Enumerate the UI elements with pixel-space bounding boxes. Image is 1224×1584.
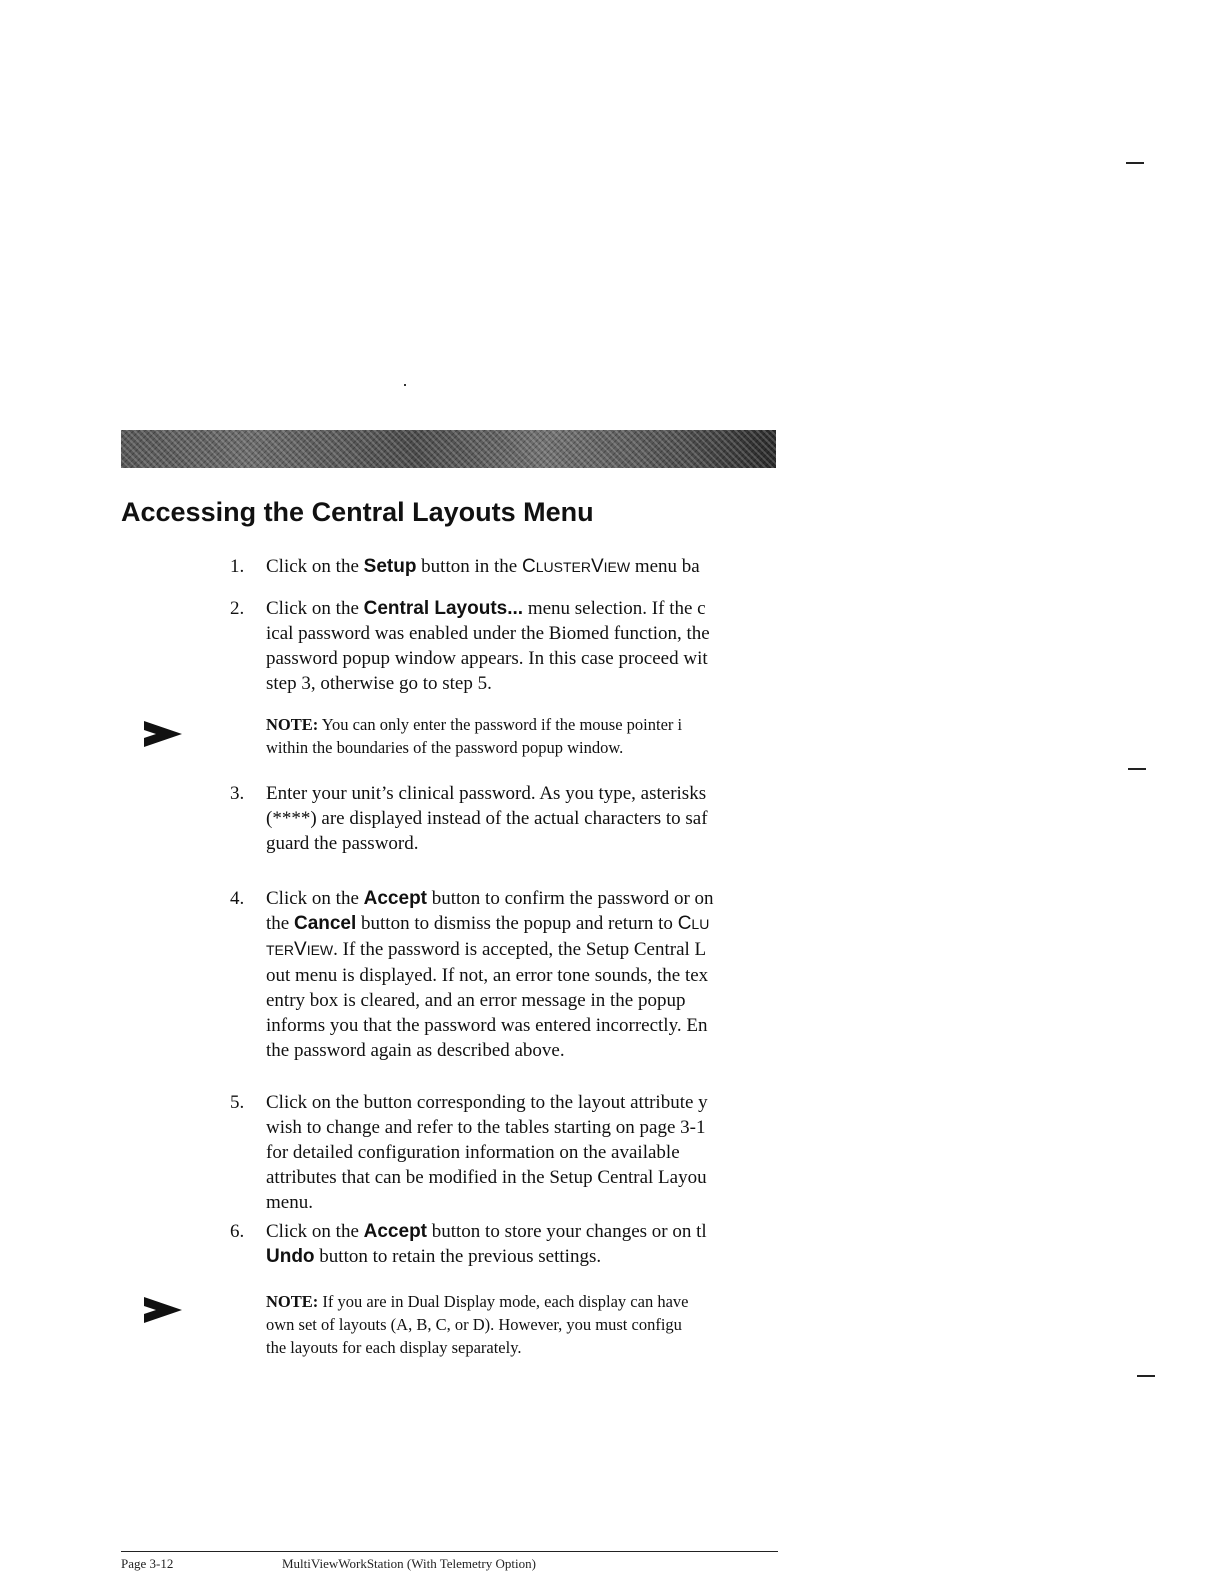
step-body (266, 781, 708, 856)
step-line: informs you that the password was entered incorrectly. En (266, 1015, 708, 1036)
step-body (266, 1219, 707, 1269)
note-label: NOTE: (266, 1292, 319, 1311)
note-2 (266, 1290, 688, 1359)
note-1 (266, 713, 682, 759)
step-line: attributes that can be modified in the Setup Central Layou (266, 1167, 707, 1188)
ui-term-setup: Setup (363, 556, 417, 577)
step-line: Click on the button corresponding to the layout attribute y (266, 1092, 708, 1113)
step-line: the Cancel button to dismiss the popup and return to CLU (266, 913, 710, 934)
step-line: wish to change and refer to the tables starting on page 3-1 (266, 1117, 706, 1138)
step-number: 4. (230, 888, 245, 909)
note-line: own set of layouts (A, B, C, or D). However, you must configu (266, 1315, 682, 1334)
step-number: 2. (230, 598, 245, 619)
step-line: for detailed configuration information on the available (266, 1142, 680, 1163)
note-line: the layouts for each display separately. (266, 1338, 522, 1357)
ui-term-accept: Accept (363, 888, 427, 909)
step-number: 1. (230, 556, 245, 577)
ui-term-accept: Accept (363, 1221, 427, 1242)
step-line: Click on the Central Layouts... menu selection. If the c (266, 598, 706, 619)
step-body (266, 596, 710, 696)
margin-mark (1128, 768, 1146, 770)
margin-mark (1126, 162, 1144, 164)
note-arrow-icon (144, 1297, 182, 1323)
step-line: out menu is displayed. If not, an error tone sounds, the tex (266, 965, 709, 986)
note-line: NOTE: You can only enter the password if the mouse pointer i (266, 715, 683, 734)
product-name-clusterview: CLU (677, 913, 710, 934)
step-line: Click on the Accept button to confirm the password or on (266, 888, 714, 909)
product-name-clusterview: CLUSTERVIEW (521, 556, 631, 577)
step-line: Click on the Setup button in the CLUSTERVIEW menu ba (266, 556, 700, 577)
step-body (266, 1090, 708, 1215)
margin-mark (1137, 1375, 1155, 1377)
ui-term-undo: Undo (266, 1246, 315, 1267)
step-line: TERVIEW. If the password is accepted, the Setup Central L (266, 939, 707, 960)
ui-term-central-layouts: Central Layouts... (363, 598, 524, 619)
step-line: the password again as described above. (266, 1040, 565, 1061)
step-line: Enter your unit’s clinical password. As you type, asterisks (266, 783, 707, 804)
step-line: guard the password. (266, 833, 419, 854)
step-body (266, 554, 700, 580)
step-line: (****) are displayed instead of the actual characters to saf (266, 808, 708, 829)
step-line: Click on the Accept button to store your changes or on tl (266, 1221, 707, 1242)
product-name-clusterview: TERVIEW (266, 939, 334, 960)
note-line: NOTE: If you are in Dual Display mode, each display can have (266, 1292, 689, 1311)
step-line: entry box is cleared, and an error message in the popup (266, 990, 686, 1011)
step-body (266, 886, 714, 1063)
footer-rule (121, 1551, 778, 1552)
note-line: within the boundaries of the password popup window. (266, 738, 624, 757)
step-line: ical password was enabled under the Biomed function, the (266, 623, 710, 644)
step-line: password popup window appears. In this case proceed wit (266, 648, 708, 669)
step-number: 5. (230, 1092, 245, 1113)
step-line: menu. (266, 1192, 313, 1213)
step-number: 3. (230, 783, 245, 804)
footer-page-number: Page 3-12 (121, 1556, 174, 1571)
note-label: NOTE: (266, 715, 319, 734)
step-line: Undo button to retain the previous settings. (266, 1246, 602, 1267)
step-number: 6. (230, 1221, 245, 1242)
step-line: step 3, otherwise go to step 5. (266, 673, 492, 694)
section-heading: Accessing the Central Layouts Menu (121, 497, 594, 527)
footer-title: MultiViewWorkStation (With Telemetry Option) (282, 1556, 536, 1571)
ui-term-cancel: Cancel (293, 913, 357, 934)
note-arrow-icon (144, 721, 182, 747)
